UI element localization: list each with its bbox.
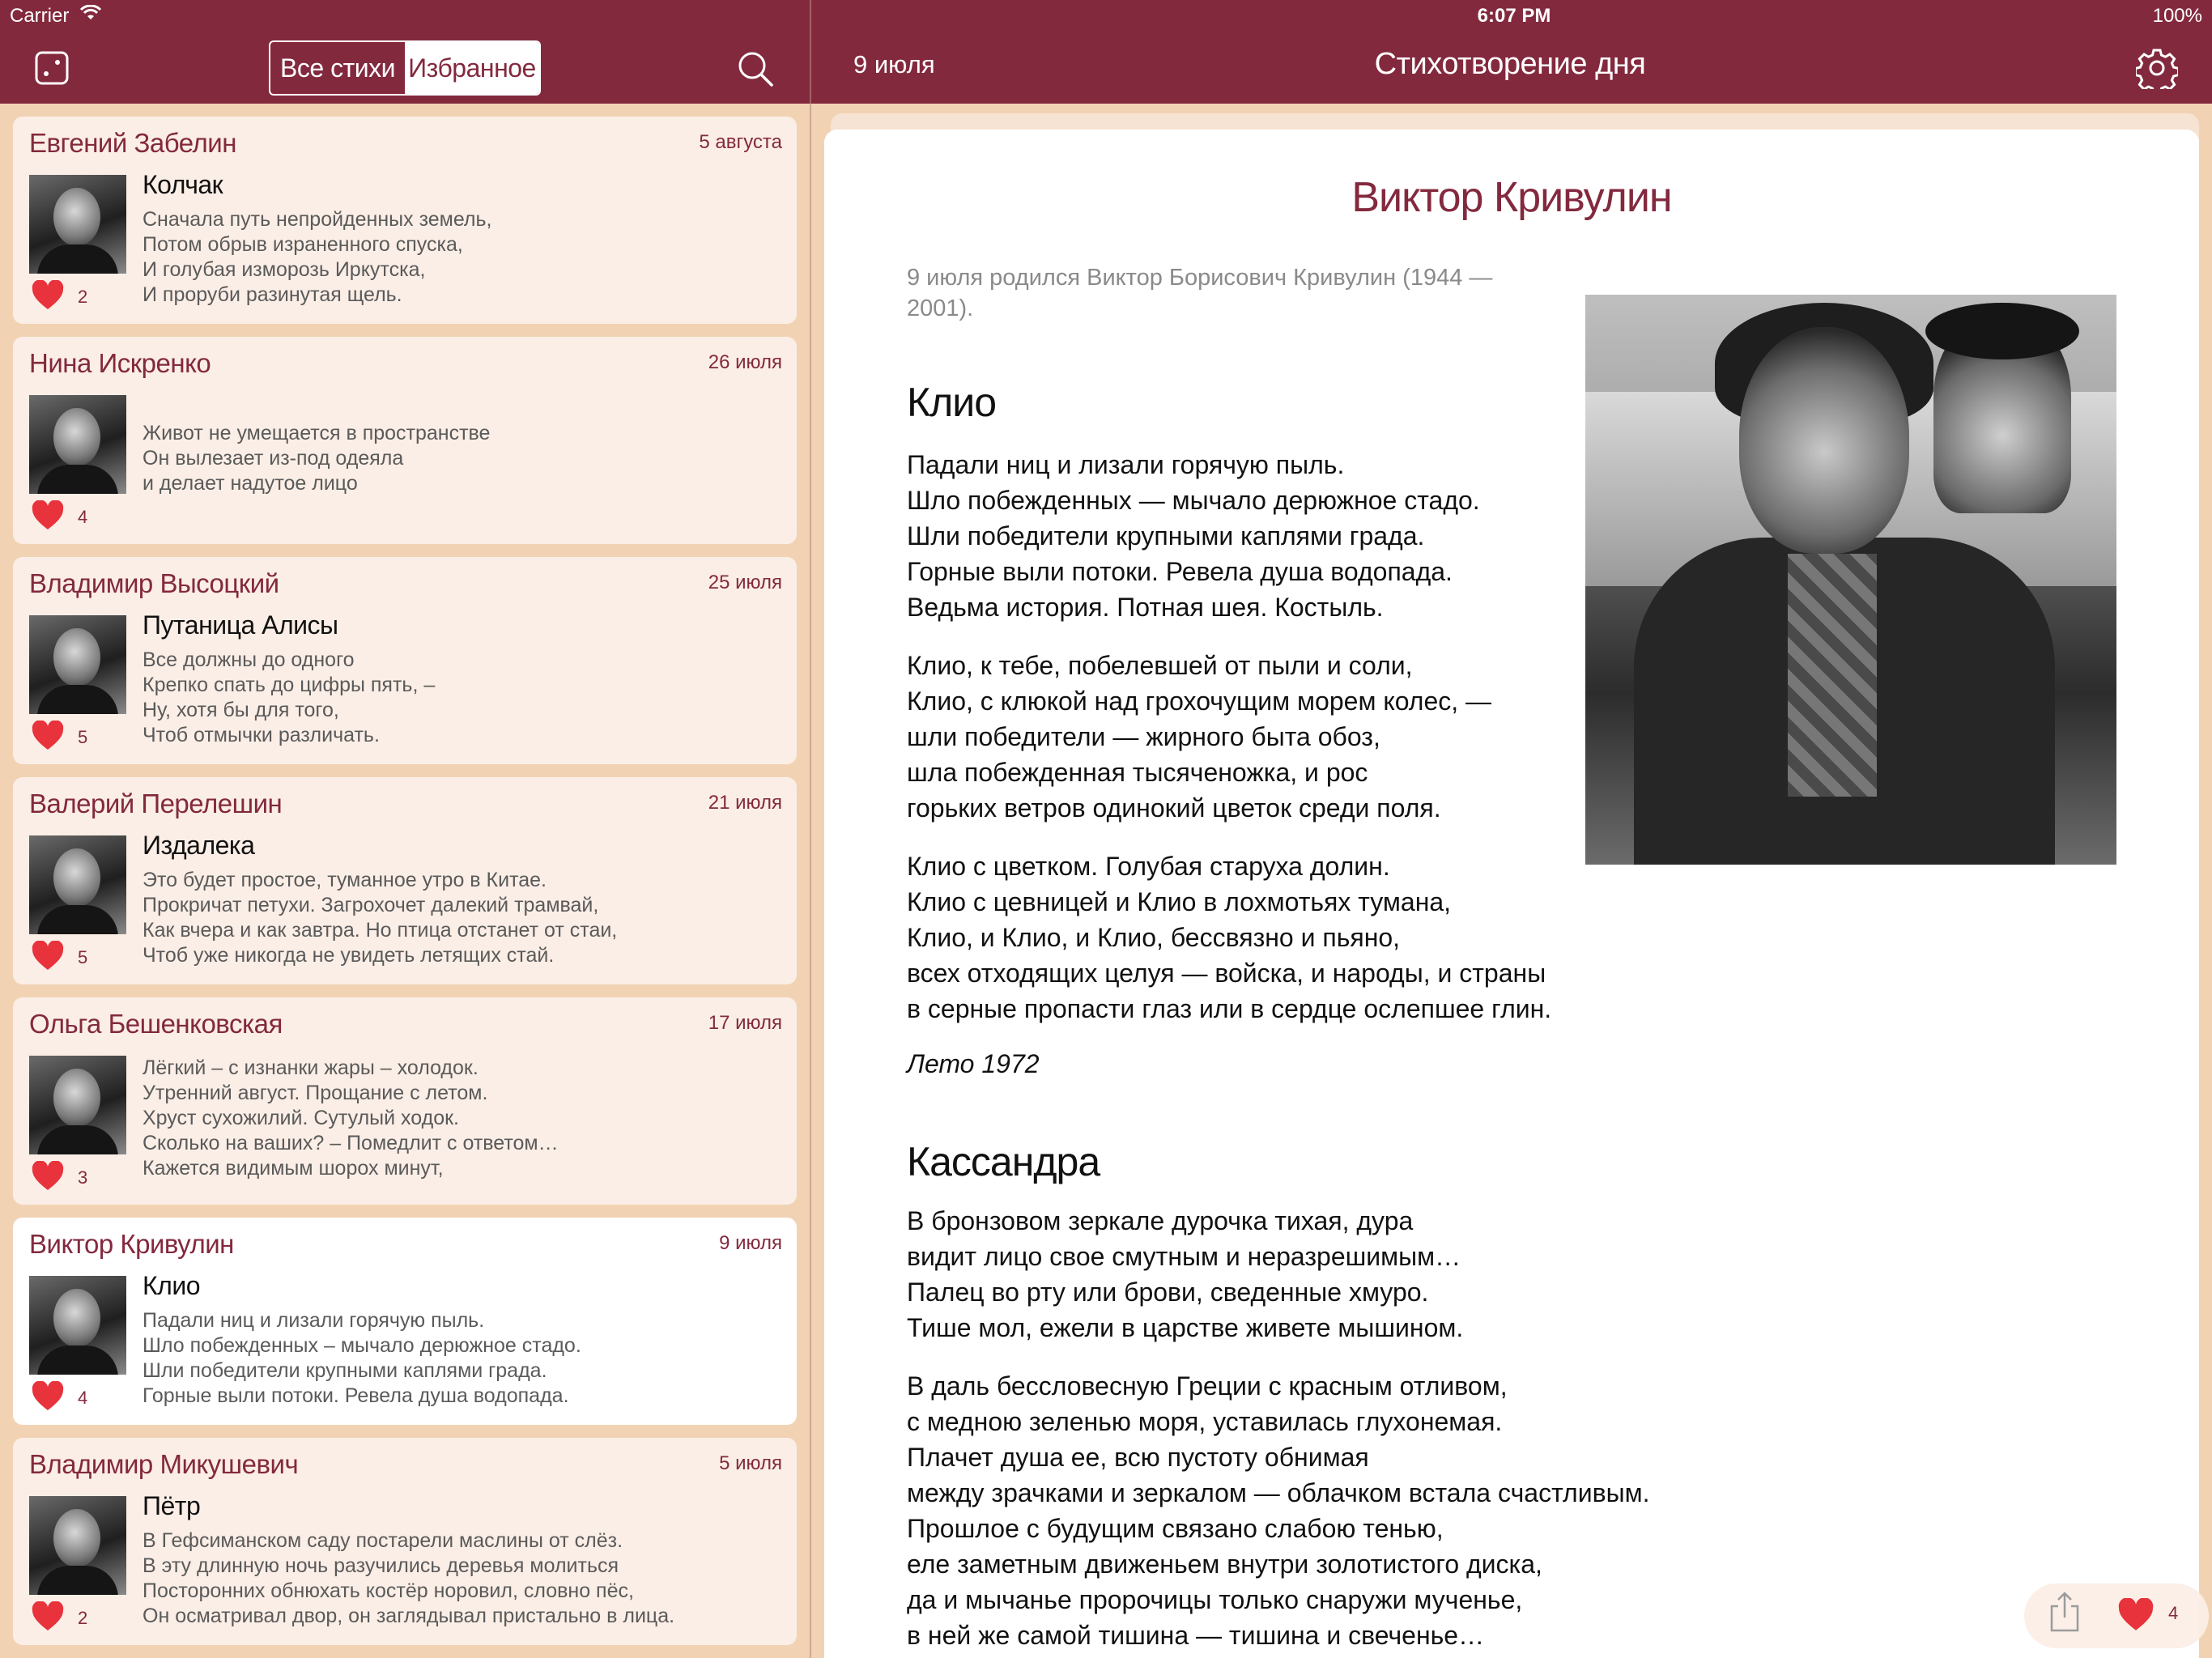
excerpt-line: Все должны до одного bbox=[143, 648, 355, 671]
poem-line: Плачет душа ее, всю пустоту обнимая bbox=[907, 1443, 1369, 1472]
dice-icon bbox=[34, 50, 70, 86]
likes-count: 4 bbox=[78, 1388, 88, 1408]
excerpt-line: Посторонних обнюхать костёр норовил, словно пёс, bbox=[143, 1579, 634, 1602]
excerpt-line: Кажется видимым шорох минут, bbox=[143, 1157, 444, 1180]
heart-icon[interactable] bbox=[31, 1381, 65, 1412]
page-title: Стихотворение дня bbox=[1374, 47, 1646, 81]
poem-title: Кассандра bbox=[907, 1139, 1100, 1184]
excerpt-line: Ну, хотя бы для того, bbox=[143, 699, 339, 721]
excerpt-line: Сначала путь непройденных земель, bbox=[143, 208, 492, 231]
excerpt-line: Потом обрыв израненного спуска, bbox=[143, 233, 463, 256]
card-poem-title: Издалека bbox=[143, 831, 255, 860]
segment-all-poems[interactable]: Все стихи bbox=[280, 53, 395, 83]
excerpt-line: Чтоб уже никогда не увидеть летящих стай. bbox=[143, 944, 555, 967]
poem-sheet[interactable] bbox=[824, 130, 2199, 1658]
poem-title: Клио bbox=[907, 380, 997, 425]
heart-icon[interactable] bbox=[2116, 1598, 2155, 1632]
poem-line: Клио с цветком. Голубая старуха долин. bbox=[907, 852, 1390, 881]
card-excerpt bbox=[143, 207, 782, 308]
poem-line: Прошлое с будущим связано слабою тенью, bbox=[907, 1514, 1444, 1543]
card-date: 17 июля bbox=[708, 1012, 782, 1034]
excerpt-line: Живот не умещается в пространстве bbox=[143, 422, 491, 444]
poem-stanza bbox=[907, 1203, 1797, 1346]
excerpt-line: Он осматривал двор, он заглядывал пристально в лица. bbox=[143, 1605, 675, 1627]
card-author: Ольга Бешенковская bbox=[29, 1009, 283, 1039]
heart-icon[interactable] bbox=[31, 500, 65, 531]
poems-list[interactable] bbox=[0, 104, 810, 1658]
poem-line: В даль бессловесную Греции с красным отливом, bbox=[907, 1371, 1508, 1401]
poem-line: Шло побежденных — мычало дерюжное стадо. bbox=[907, 486, 1480, 515]
card-poem-title: Колчак bbox=[143, 170, 223, 199]
likes-count: 2 bbox=[78, 1608, 88, 1628]
card-poem-title: Пётр bbox=[143, 1491, 201, 1520]
heart-icon[interactable] bbox=[31, 721, 65, 751]
detail-author: Виктор Кривулин bbox=[1351, 174, 1672, 221]
poem-line: Палец во рту или брови, сведенные хмуро. bbox=[907, 1278, 1429, 1307]
battery-label: 100% bbox=[2152, 5, 2202, 27]
excerpt-line: Как вчера и как завтра. Но птица отстанет от стаи, bbox=[143, 919, 618, 942]
likes-count: 4 bbox=[78, 507, 88, 527]
author-photo bbox=[29, 615, 126, 714]
poem-stanza bbox=[907, 648, 1797, 826]
poem-line: еле заметным движеньем внутри золотистого диска, bbox=[907, 1550, 1542, 1579]
card-date: 9 июля bbox=[719, 1232, 782, 1254]
list-item[interactable] bbox=[13, 997, 797, 1205]
card-author: Владимир Микушевич bbox=[29, 1449, 299, 1479]
heart-icon[interactable] bbox=[31, 1601, 65, 1632]
excerpt-line: Лёгкий – с изнанки жары – холодок. bbox=[143, 1056, 479, 1079]
heart-icon[interactable] bbox=[31, 280, 65, 311]
card-author: Нина Искренко bbox=[29, 348, 211, 378]
excerpt-line: Утренний август. Прощание с летом. bbox=[143, 1082, 488, 1104]
search-icon bbox=[737, 50, 774, 87]
poem-line: Ведьма история. Потная шея. Костыль. bbox=[907, 593, 1384, 622]
author-photo bbox=[29, 1276, 126, 1375]
card-date: 5 августа bbox=[699, 131, 782, 153]
card-author: Евгений Забелин bbox=[29, 128, 236, 158]
excerpt-line: И голубая изморозь Иркутска, bbox=[143, 258, 426, 281]
card-date: 21 июля bbox=[708, 792, 782, 814]
heart-icon[interactable] bbox=[31, 941, 65, 971]
card-date: 5 июля bbox=[719, 1452, 782, 1474]
poem-line: Клио, с клюкой над грохочущим морем колес, — bbox=[907, 687, 1492, 716]
poem-line: Шли победители крупными каплями града. bbox=[907, 521, 1425, 551]
card-poem-title: Клио bbox=[143, 1271, 200, 1300]
clock-label: 6:07 PM bbox=[1477, 5, 1551, 27]
poem-stanza bbox=[907, 1368, 1797, 1653]
list-item[interactable] bbox=[13, 557, 797, 764]
author-photo bbox=[29, 395, 126, 494]
poem-line: всех отходящих целуя — войска, и народы, и страны bbox=[907, 959, 1546, 988]
author-photo bbox=[29, 835, 126, 934]
card-excerpt bbox=[143, 1056, 782, 1181]
card-author: Валерий Перелешин bbox=[29, 789, 283, 818]
poem-line: Тише мол, ежели в царстве живете мышином. bbox=[907, 1313, 1464, 1342]
settings-button[interactable] bbox=[2134, 45, 2180, 91]
excerpt-line: Сколько на ваших? – Помедлит с ответом… bbox=[143, 1132, 559, 1154]
author-photo bbox=[29, 1496, 126, 1595]
poem-line: в серные пропасти глаз или в сердце ослепшее глин. bbox=[907, 994, 1552, 1023]
segment-favorites[interactable]: Избранное bbox=[405, 42, 539, 94]
poem-line: с медною зеленью моря, уставилась глухонемая. bbox=[907, 1407, 1503, 1436]
search-button[interactable] bbox=[735, 49, 776, 89]
excerpt-line: Хруст сухожилий. Сутулый ходок. bbox=[143, 1107, 460, 1129]
author-photo bbox=[29, 1056, 126, 1154]
card-author: Виктор Кривулин bbox=[29, 1229, 234, 1259]
detail-intro: 9 июля родился Виктор Борисович Кривулин (1944 — 2001). bbox=[907, 265, 1493, 321]
poem-stanza bbox=[907, 447, 1797, 625]
excerpt-line: Шло побежденных – мычало дерюжное стадо. bbox=[143, 1334, 581, 1357]
card-excerpt bbox=[143, 1308, 782, 1409]
card-excerpt bbox=[143, 421, 782, 496]
heart-icon[interactable] bbox=[31, 1161, 65, 1192]
excerpt-line: И проруби разинутая щель. bbox=[143, 283, 402, 306]
author-photo bbox=[29, 175, 126, 274]
random-poem-button[interactable] bbox=[32, 49, 71, 87]
excerpt-line: Чтоб отмычки различать. bbox=[143, 724, 380, 746]
list-item[interactable] bbox=[13, 1438, 797, 1645]
list-item-selected[interactable] bbox=[13, 1218, 797, 1425]
poem-line: шли победители — жирного быта обоз, bbox=[907, 722, 1380, 751]
gear-icon bbox=[2136, 47, 2178, 89]
list-item[interactable] bbox=[13, 337, 797, 544]
share-icon[interactable] bbox=[2047, 1590, 2082, 1634]
excerpt-line: Горные выли потоки. Ревела душа водопада. bbox=[143, 1384, 569, 1407]
card-excerpt bbox=[143, 648, 782, 748]
poem-line: Клио, и Клио, и Клио, бессвязно и пьяно, bbox=[907, 923, 1401, 952]
excerpt-line: Шли победители крупными каплями града. bbox=[143, 1359, 547, 1382]
card-poem-title: Путаница Алисы bbox=[143, 610, 338, 640]
excerpt-line: Падали ниц и лизали горячую пыль. bbox=[143, 1309, 485, 1332]
poem-line: шла побежденная тысяченожка, и рос bbox=[907, 758, 1368, 787]
poem-line: горьких ветров одинокий цветок среди поля. bbox=[907, 793, 1441, 823]
navigation-bar bbox=[0, 0, 2212, 104]
likes-count: 2 bbox=[78, 287, 88, 307]
excerpt-line: Это будет простое, туманное утро в Китае. bbox=[143, 869, 547, 891]
likes-count: 3 bbox=[78, 1167, 88, 1188]
excerpt-line: и делает надутое лицо bbox=[143, 472, 358, 495]
poem-line: Клио с цевницей и Клио в лохмотьях тумана, bbox=[907, 887, 1452, 916]
card-excerpt bbox=[143, 868, 782, 968]
list-item[interactable] bbox=[13, 777, 797, 984]
likes-count: 4 bbox=[2168, 1603, 2179, 1623]
list-item[interactable] bbox=[13, 117, 797, 324]
poem-dateline: Лето 1972 bbox=[907, 1049, 1040, 1078]
card-date: 26 июля bbox=[708, 351, 782, 373]
poem-stanza bbox=[907, 848, 1797, 1027]
likes-count: 5 bbox=[78, 727, 88, 747]
card-date: 25 июля bbox=[708, 572, 782, 593]
poem-line: в ней же самой тишина — тишина и свеченье… bbox=[907, 1621, 1485, 1650]
excerpt-line: Прокричат петухи. Загрохочет далекий трамвай, bbox=[143, 894, 599, 916]
poem-line: Клио, к тебе, побелевшей от пыли и соли, bbox=[907, 651, 1413, 680]
likes-count: 5 bbox=[78, 947, 88, 967]
poem-line: Горные выли потоки. Ревела душа водопада. bbox=[907, 557, 1453, 586]
poem-line: да и мычанье пророчицы только снаружи мученье, bbox=[907, 1585, 1523, 1614]
card-author: Владимир Высоцкий bbox=[29, 568, 279, 598]
header-date: 9 июля bbox=[853, 50, 935, 79]
poem-line: В бронзовом зеркале дурочка тихая, дура bbox=[907, 1206, 1414, 1235]
excerpt-line: Крепко спать до цифры пять, – bbox=[143, 674, 436, 696]
excerpt-line: В эту длинную ночь разучились деревья молиться bbox=[143, 1554, 619, 1577]
poem-line: Падали ниц и лизали горячую пыль. bbox=[907, 450, 1345, 479]
segmented-control bbox=[269, 40, 541, 96]
excerpt-line: Он вылезает из-под одеяла bbox=[143, 447, 404, 470]
poem-line: между зрачками и зеркалом — облачком встала счастливым. bbox=[907, 1478, 1650, 1507]
poem-line: видит лицо свое смутным и неразрешимым… bbox=[907, 1242, 1461, 1271]
excerpt-line: В Гефсиманском саду постарели маслины от слёз. bbox=[143, 1529, 623, 1552]
card-excerpt bbox=[143, 1528, 782, 1629]
carrier-label: Carrier bbox=[10, 5, 70, 27]
